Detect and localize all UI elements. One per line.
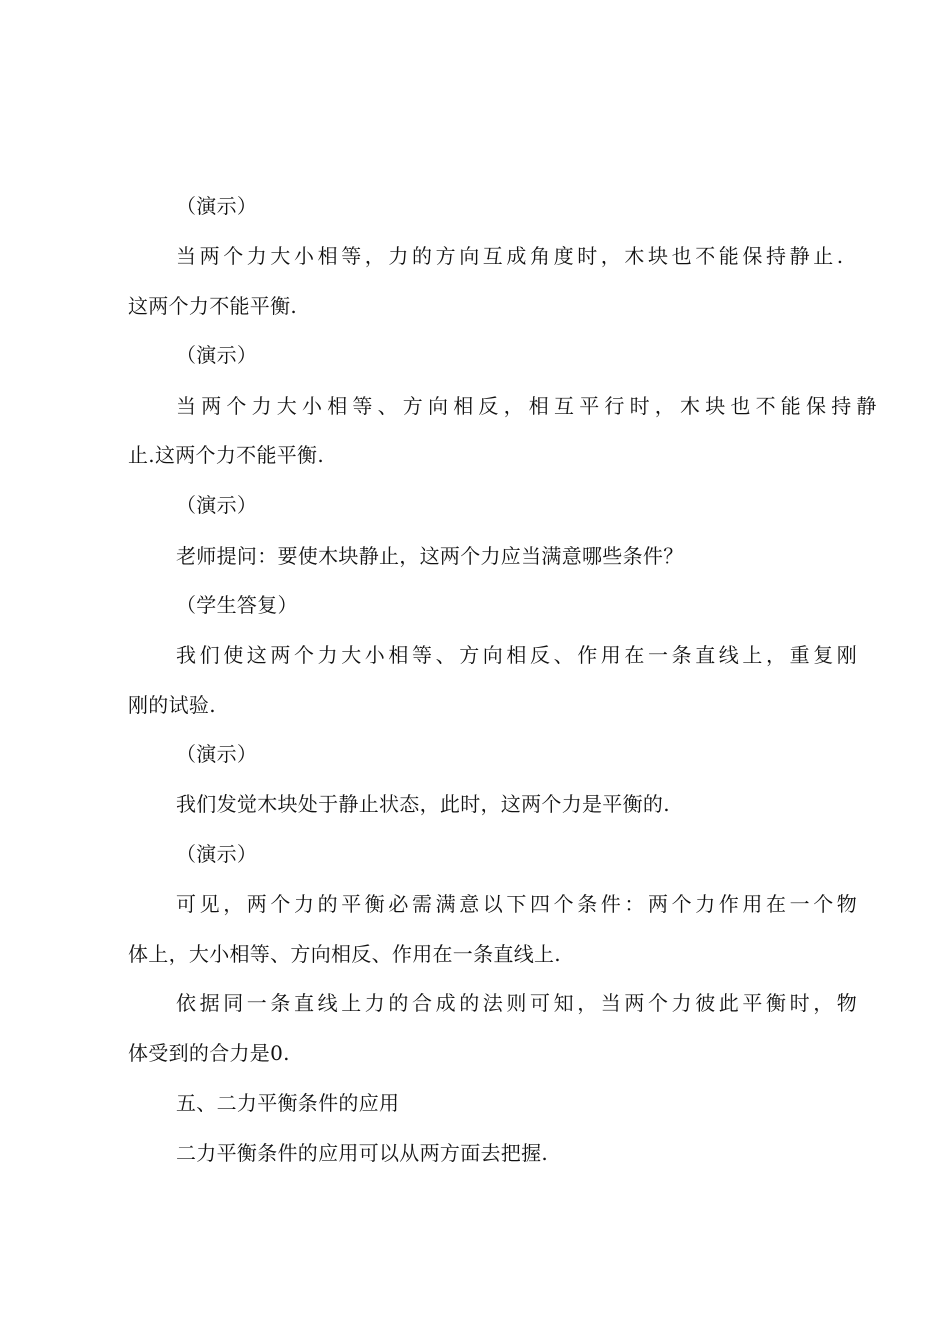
demo-note: （演示） xyxy=(176,194,258,218)
paragraph-line: 这两个力不能平衡. xyxy=(128,294,298,318)
paragraph-line: 当两个力大小相等、方向相反，相互平行时，木块也不能保持静 xyxy=(176,394,882,418)
demo-note: （演示） xyxy=(176,742,258,766)
paragraph-line: 刚的试验. xyxy=(128,693,216,717)
paragraph-line: 我们发觉木块处于静止状态，此时，这两个力是平衡的. xyxy=(176,792,670,816)
paragraph-line: 体上，大小相等、方向相反、作用在一条直线上. xyxy=(128,942,561,966)
paragraph-line: 当两个力大小相等，力的方向互成角度时，木块也不能保持静止. xyxy=(176,244,847,268)
demo-note: （演示） xyxy=(176,842,258,866)
demo-note: （演示） xyxy=(176,493,258,517)
paragraph-line: 体受到的合力是0. xyxy=(128,1041,290,1065)
section-heading: 五、二力平衡条件的应用 xyxy=(176,1091,400,1115)
teacher-question: 老师提问：要使木块静止，这两个力应当满意哪些条件？ xyxy=(176,544,684,568)
paragraph-line: 二力平衡条件的应用可以从两方面去把握. xyxy=(176,1141,549,1165)
paragraph-line: 可见，两个力的平衡必需满意以下四个条件：两个力作用在一个物 xyxy=(176,892,861,916)
paragraph-line: 我们使这两个力大小相等、方向相反、作用在一条直线上，重复刚 xyxy=(176,643,861,667)
paragraph-line: 止.这两个力不能平衡. xyxy=(128,443,325,467)
demo-note: （演示） xyxy=(176,343,258,367)
student-answer-note: （学生答复） xyxy=(176,593,298,617)
paragraph-line: 依据同一条直线上力的合成的法则可知，当两个力彼此平衡时，物 xyxy=(176,991,861,1015)
